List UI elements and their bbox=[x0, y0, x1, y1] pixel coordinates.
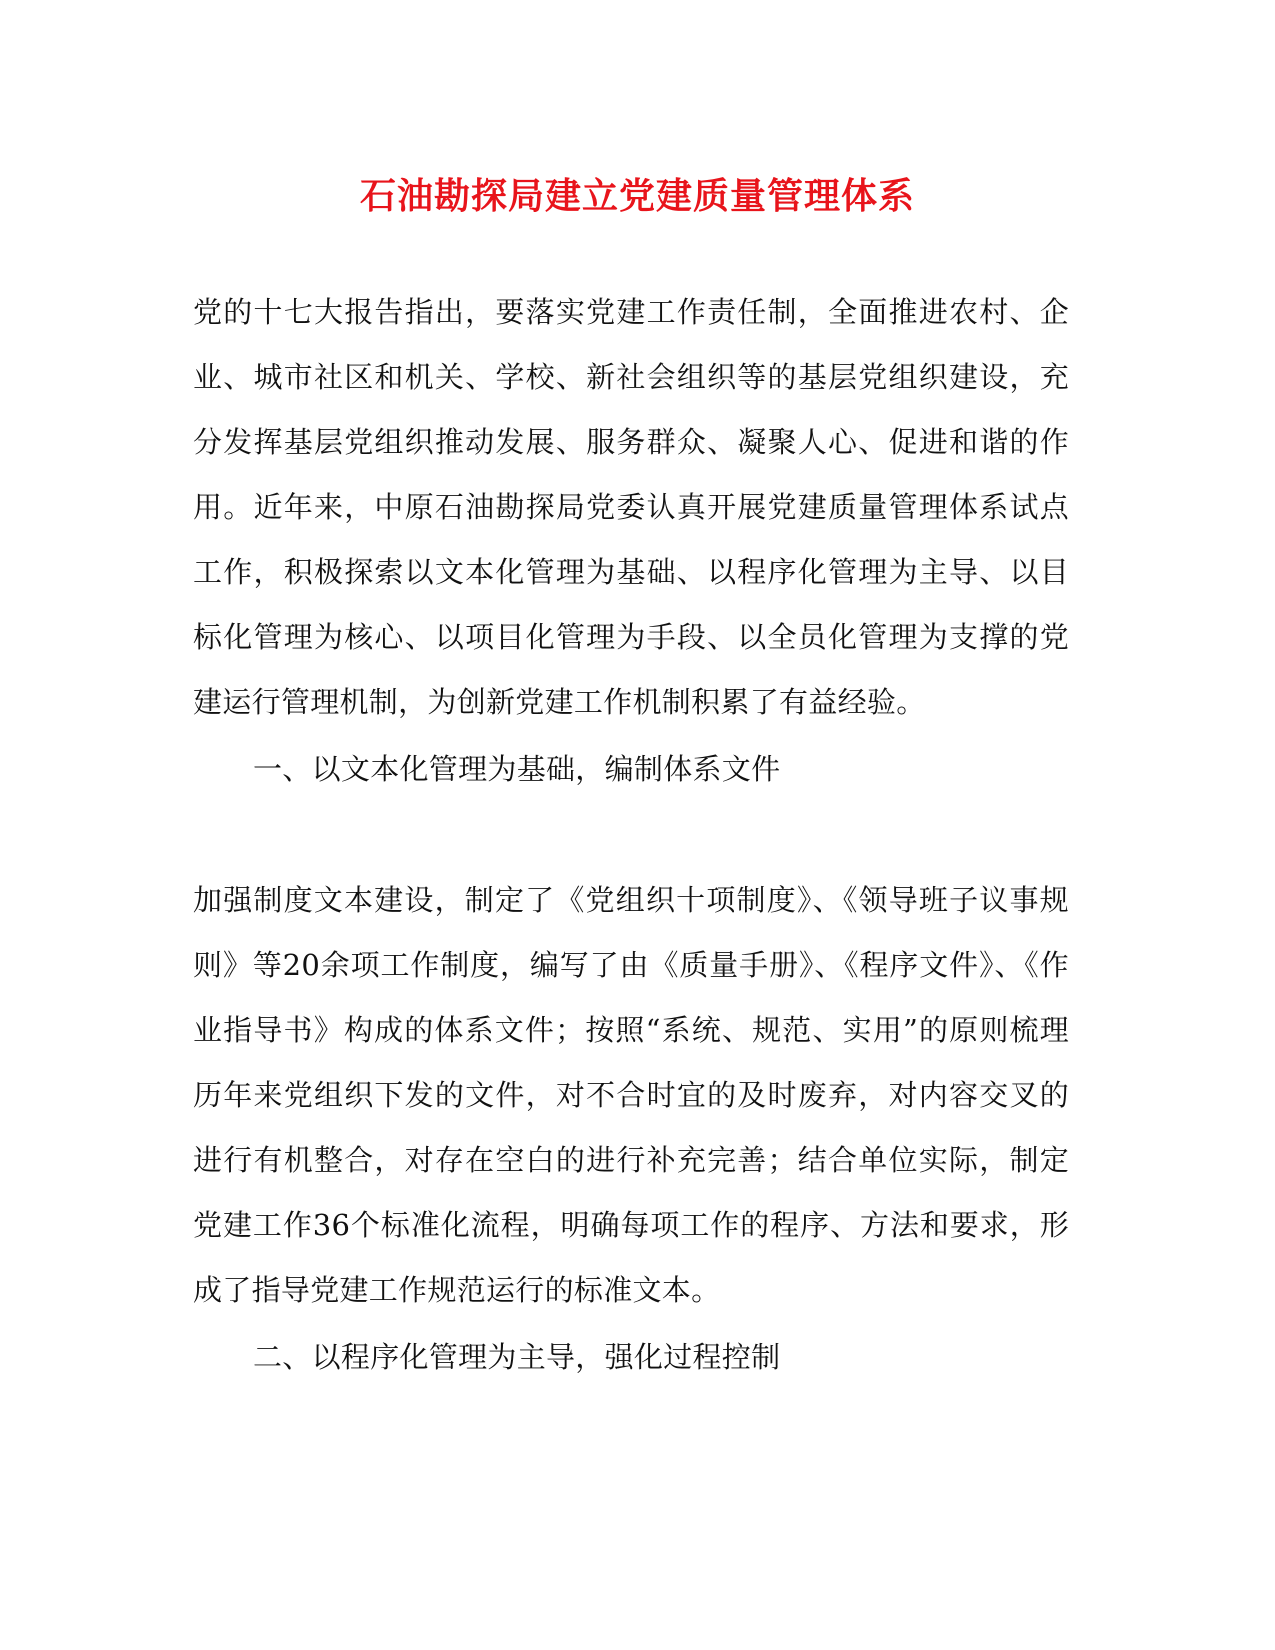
intro-paragraph: 党的十七大报告指出，要落实党建工作责任制，全面推进农村、企业、城市社区和机关、学校、新社会组织等的基层党组织建设，充分发挥基层党组织推动发展、服务群众、凝聚人心、促进和谐的作用。近年来，中原石油勘探局党委认真开展党建质量管理体系试点工作，积极探索以文本化管理为基础、以程序化管理为主导、以目标化管理为核心、以项目化管理为手段、以全员化管理为支撑的党建运行管理机制，为创新党建工作机制积累了有益经验。 bbox=[193, 295, 1069, 719]
section-heading-1: 一、以文本化管理为基础，编制体系文件 bbox=[253, 752, 781, 786]
document-title: 石油勘探局建立党建质量管理体系 bbox=[359, 175, 915, 217]
section-heading-2: 二、以程序化管理为主导，强化过程控制 bbox=[253, 1340, 781, 1374]
section-1-paragraph: 加强制度文本建设，制定了《党组织十项制度》、《领导班子议事规则》等20余项工作制度，编写了由《质量手册》、《程序文件》、《作业指导书》构成的体系文件；按照“系统、规范、实用”的原则梳理历年来党组织下发的文件，对不合时宜的及时废弃，对内容交叉的进行有机整合，对存在空白的进行补充完善；结合单位实际，制定党建工作36个标准化流程，明确每项工作的程序、方法和要求，形成了指导党建工作规范运行的标准文本。 bbox=[193, 883, 1069, 1307]
